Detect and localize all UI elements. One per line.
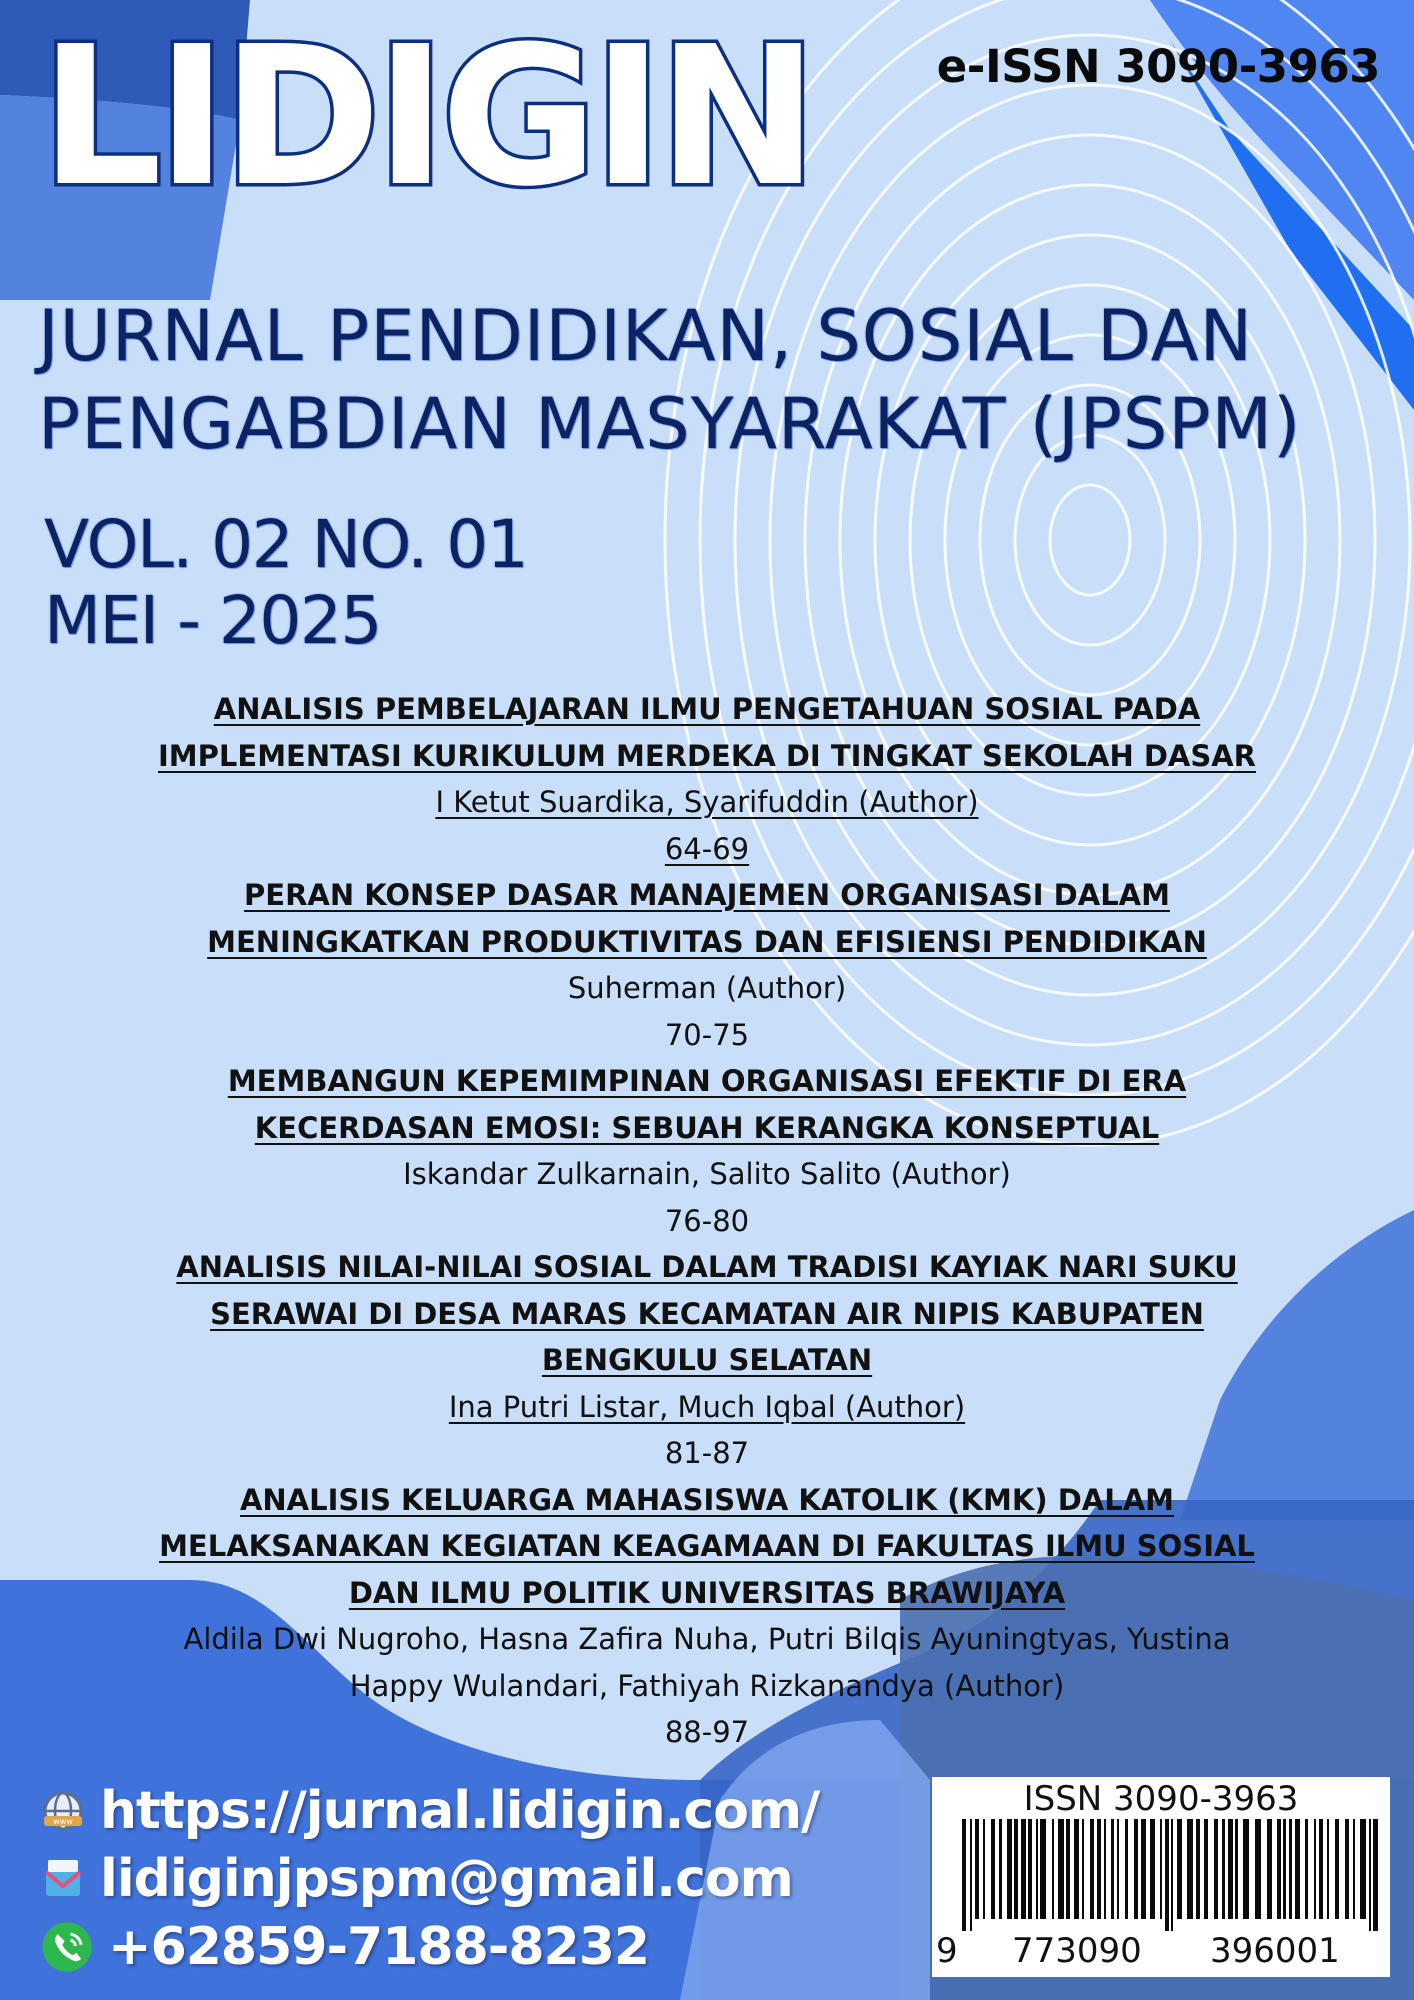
barcode-bar (1187, 1819, 1193, 1919)
article-entry (120, 686, 1294, 872)
phone-icon (40, 1920, 94, 1974)
barcode-bar (1177, 1819, 1182, 1919)
barcode-bar (1277, 1819, 1281, 1919)
journal-title (38, 292, 1301, 468)
journal-title-line: JURNAL PENDIDIKAN, SOSIAL DAN (38, 295, 1254, 377)
barcode-digits: 773090 (1012, 1931, 1142, 1971)
barcode-bar (1369, 1819, 1371, 1931)
barcode-bar (1117, 1819, 1119, 1919)
barcode-bar (999, 1819, 1002, 1919)
barcode-bar (962, 1819, 966, 1931)
barcode-bar (1014, 1819, 1018, 1919)
barcode-bar (1353, 1819, 1355, 1919)
barcode-bar (1052, 1819, 1054, 1919)
article-title-line[interactable]: MELAKSANAKAN KEGIATAN KEAGAMAAN DI FAKULTAS ILMU SOSIAL (159, 1529, 1255, 1563)
article-entry (120, 1058, 1294, 1244)
article-authors[interactable]: Ina Putri Listar, Much Iqbal (Author) (448, 1389, 966, 1424)
journal-logo: LIDIGIN (40, 6, 813, 229)
article-pages: 70-75 (664, 1017, 750, 1052)
article-authors: Happy Wulandari, Fathiyah Rizkanandya (Author) (349, 1668, 1065, 1703)
isbn-barcode (932, 1777, 1390, 1977)
e-issn-label: e-ISSN 3090-3963 (936, 40, 1380, 93)
barcode-bar (1214, 1819, 1218, 1919)
article-pages: 76-80 (664, 1203, 750, 1238)
barcode-issn: ISSN 3090-3963 (1023, 1779, 1299, 1819)
email-link[interactable]: lidiginjpspm@gmail.com (100, 1849, 793, 1909)
barcode-bar (1134, 1819, 1138, 1919)
barcode-bar (1111, 1819, 1114, 1919)
barcode-bar (1097, 1819, 1101, 1919)
barcode-bar (1283, 1819, 1286, 1919)
barcode-bar (1314, 1819, 1316, 1919)
barcode-bar (1319, 1819, 1323, 1919)
barcode-bar (1345, 1819, 1349, 1919)
barcode-bar (1305, 1819, 1308, 1919)
barcode-bar (1327, 1819, 1329, 1919)
article-title-line[interactable]: DAN ILMU POLITIK UNIVERSITAS BRAWIJAYA (348, 1575, 1066, 1610)
barcode-bar (1036, 1819, 1038, 1919)
barcode-bar (1222, 1819, 1225, 1919)
article-entry (120, 872, 1294, 1058)
barcode-bar (1074, 1819, 1079, 1919)
barcode-bar (1007, 1819, 1012, 1919)
barcode-bar (1141, 1819, 1146, 1919)
barcode-bar (1104, 1819, 1106, 1919)
barcode-digits: 396001 (1210, 1931, 1340, 1971)
volume-number: VOL. 02 NO. 01 (44, 506, 528, 583)
barcode-bar (1160, 1819, 1162, 1919)
journal-title-line: PENGABDIAN MASYARAKAT (JPSPM) (38, 383, 1302, 465)
barcode-bar (1028, 1819, 1032, 1919)
barcode-bar (1165, 1819, 1169, 1931)
article-authors: Aldila Dwi Nugroho, Hasna Zafira Nuha, Putri Bilqis Ayuningtyas, Yustina (183, 1622, 1231, 1656)
article-authors: Iskandar Zulkarnain, Salito Salito (Author) (403, 1157, 1011, 1191)
article-authors: Suherman (Author) (567, 971, 847, 1005)
article-title-line[interactable]: BENGKULU SELATAN (541, 1343, 873, 1377)
issue-date: MEI - 2025 (44, 582, 381, 659)
article-entry (120, 1477, 1294, 1756)
barcode-bar (1335, 1819, 1339, 1919)
article-pages: 81-87 (664, 1436, 750, 1470)
barcode-bar (970, 1819, 972, 1931)
barcode-bar (983, 1819, 985, 1919)
barcode-bars (962, 1819, 1380, 1931)
barcode-bar (1289, 1819, 1292, 1919)
barcode-bar (1021, 1819, 1026, 1919)
article-title-line[interactable]: KECERDASAN EMOSI: SEBUAH KERANGKA KONSEPTUAL (254, 1110, 1160, 1145)
article-title-line[interactable]: ANALISIS KELUARGA MAHASISWA KATOLIK (KMK) DALAM (239, 1482, 1175, 1517)
barcode-bar (1243, 1819, 1249, 1919)
barcode-bar (1171, 1819, 1173, 1931)
article-title-line[interactable]: ANALISIS PEMBELAJARAN ILMU PENGETAHUAN SOSIAL PADA (213, 692, 1201, 726)
barcode-digit: 9 (936, 1931, 958, 1971)
article-authors[interactable]: I Ketut Suardika, Syarifuddin (Author) (435, 785, 979, 819)
article-title-line[interactable]: SERAWAI DI DESA MARAS KECAMATAN AIR NIPIS KABUPATEN (210, 1296, 1204, 1331)
barcode-bar (1360, 1819, 1366, 1919)
globe-icon (40, 1788, 86, 1834)
issue-info (44, 507, 527, 659)
barcode-bar (1373, 1819, 1378, 1931)
barcode-bar (1040, 1819, 1046, 1919)
article-title-line[interactable]: ANALISIS NILAI-NILAI SOSIAL DALAM TRADISI KAYIAK NARI SUKU (176, 1250, 1238, 1284)
phone-contact (40, 1916, 649, 1978)
barcode-bar (1090, 1819, 1094, 1919)
barcode-bar (1204, 1819, 1208, 1919)
website-contact (40, 1780, 819, 1842)
article-pages: 88-97 (664, 1715, 750, 1749)
email-icon (40, 1856, 86, 1902)
barcode-bar (975, 1819, 979, 1919)
phone-number[interactable]: +62859-7188-8232 (108, 1917, 650, 1977)
barcode-bar (991, 1819, 995, 1919)
barcode-bar (1267, 1819, 1272, 1919)
barcode-bar (1196, 1819, 1200, 1919)
svg-text:www: www (53, 1817, 73, 1826)
article-title-line[interactable]: MEMBANGUN KEPEMIMPINAN ORGANISASI EFEKTIF DI ERA (227, 1064, 1187, 1098)
barcode-bar (1235, 1819, 1238, 1919)
article-entry (120, 1244, 1294, 1477)
barcode-bar (1295, 1819, 1300, 1919)
email-contact (40, 1848, 793, 1910)
table-of-contents (120, 686, 1294, 1756)
article-title-line[interactable]: MENINGKATKAN PRODUKTIVITAS DAN EFISIENSI PENDIDIKAN (207, 924, 1207, 959)
barcode-bar (1125, 1819, 1128, 1919)
barcode-bar (1150, 1819, 1155, 1919)
article-title-line[interactable]: IMPLEMENTASI KURIKULUM MERDEKA DI TINGKAT SEKOLAH DASAR (158, 738, 1256, 773)
barcode-bar (1066, 1819, 1070, 1919)
barcode-bar (1058, 1819, 1064, 1919)
article-pages[interactable]: 64-69 (664, 831, 750, 866)
website-link[interactable]: https://jurnal.lidigin.com/ (100, 1781, 820, 1841)
article-title-line[interactable]: PERAN KONSEP DASAR MANAJEMEN ORGANISASI DALAM (244, 878, 1170, 912)
barcode-bar (1228, 1819, 1233, 1919)
barcode-bar (1255, 1819, 1261, 1919)
barcode-bar (1082, 1819, 1084, 1919)
